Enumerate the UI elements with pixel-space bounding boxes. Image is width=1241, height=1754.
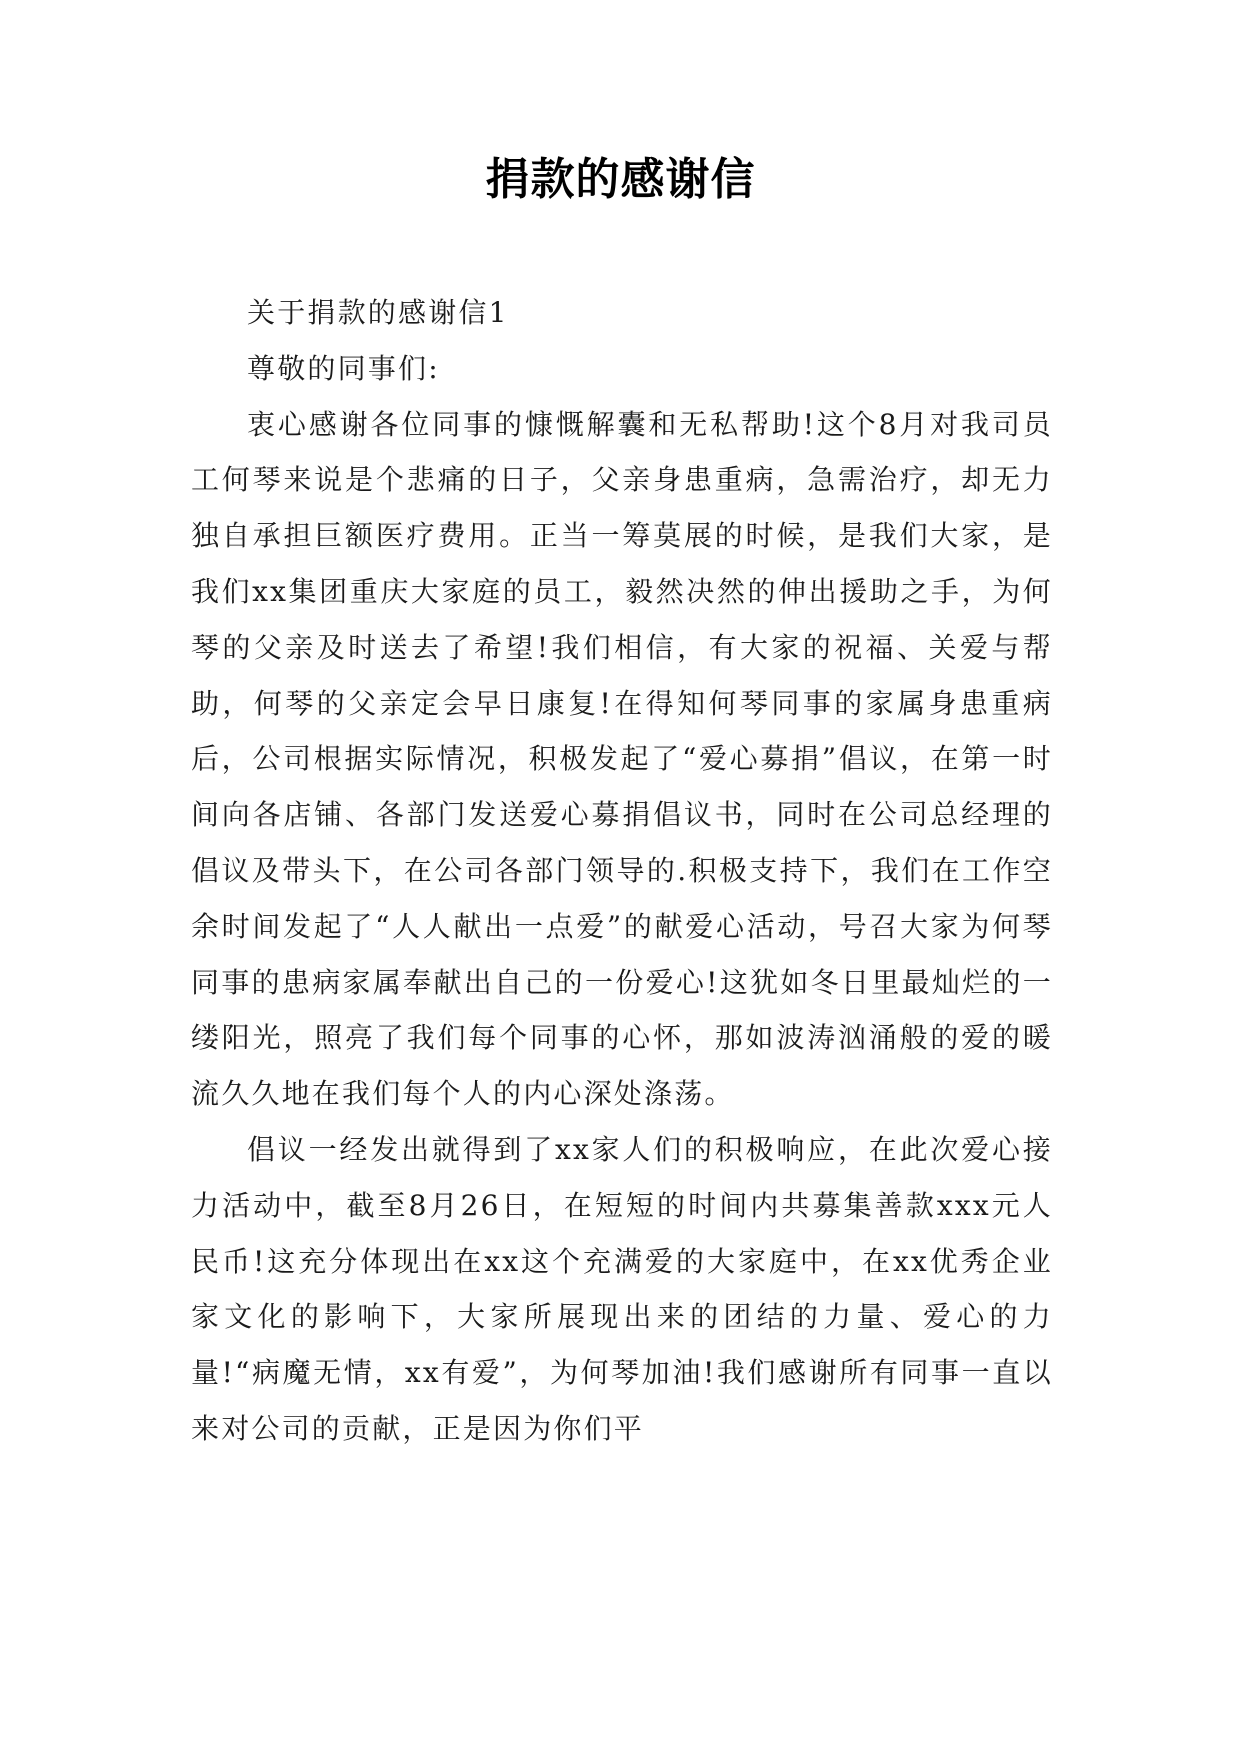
section-heading: 关于捐款的感谢信1 xyxy=(247,296,509,329)
body-paragraph: 衷心感谢各位同事的慷慨解囊和无私帮助!这个8月对我司员工何琴来说是个悲痛的日子，父亲身患重病，急需治疗，却无力独自承担巨额医疗费用。正当一筹莫展的时候，是我们大家，是我们xx集团重庆大家庭的员工，毅然决然的伸出援助之手，为何琴的父亲及时送去了希望!我们相信，有大家的祝福、关爱与帮助，何琴的父亲定会早日康复!在得知何琴同事的家属身患重病后，公司根据实际情况，积极发起了“爱心募捐”倡议，在第一时间向各店铺、各部门发送爱心募捐倡议书，同时在公司总经理的倡议及带头下，在公司各部门领导的.积极支持下，我们在工作空余时间发起了“人人献出一点爱”的献爱心活动，号召大家为何琴同事的患病家属奉献出自己的一份爱心!这犹如冬日里最灿烂的一缕阳光，照亮了我们每个同事的心怀，那如波涛汹涌般的爱的暖流久久地在我们每个人的内心深处涤荡。 xyxy=(191,407,1053,1111)
body-paragraph: 倡议一经发出就得到了xx家人们的积极响应，在此次爱心接力活动中，截至8月26日，在短短的时间内共募集善款xxx元人民币!这充分体现出在xx这个充满爱的大家庭中，在xx优秀企业家文化的影响下，大家所展现出来的团结的力量、爱心的力量!“病魔无情，xx有爱”，为何琴加油!我们感谢所有同事一直以来对公司的贡献，正是因为你们平 xyxy=(191,1132,1053,1445)
document-title: 捐款的感谢信 xyxy=(485,154,756,205)
salutation: 尊敬的同事们: xyxy=(247,351,440,385)
document-body xyxy=(191,285,1053,1457)
